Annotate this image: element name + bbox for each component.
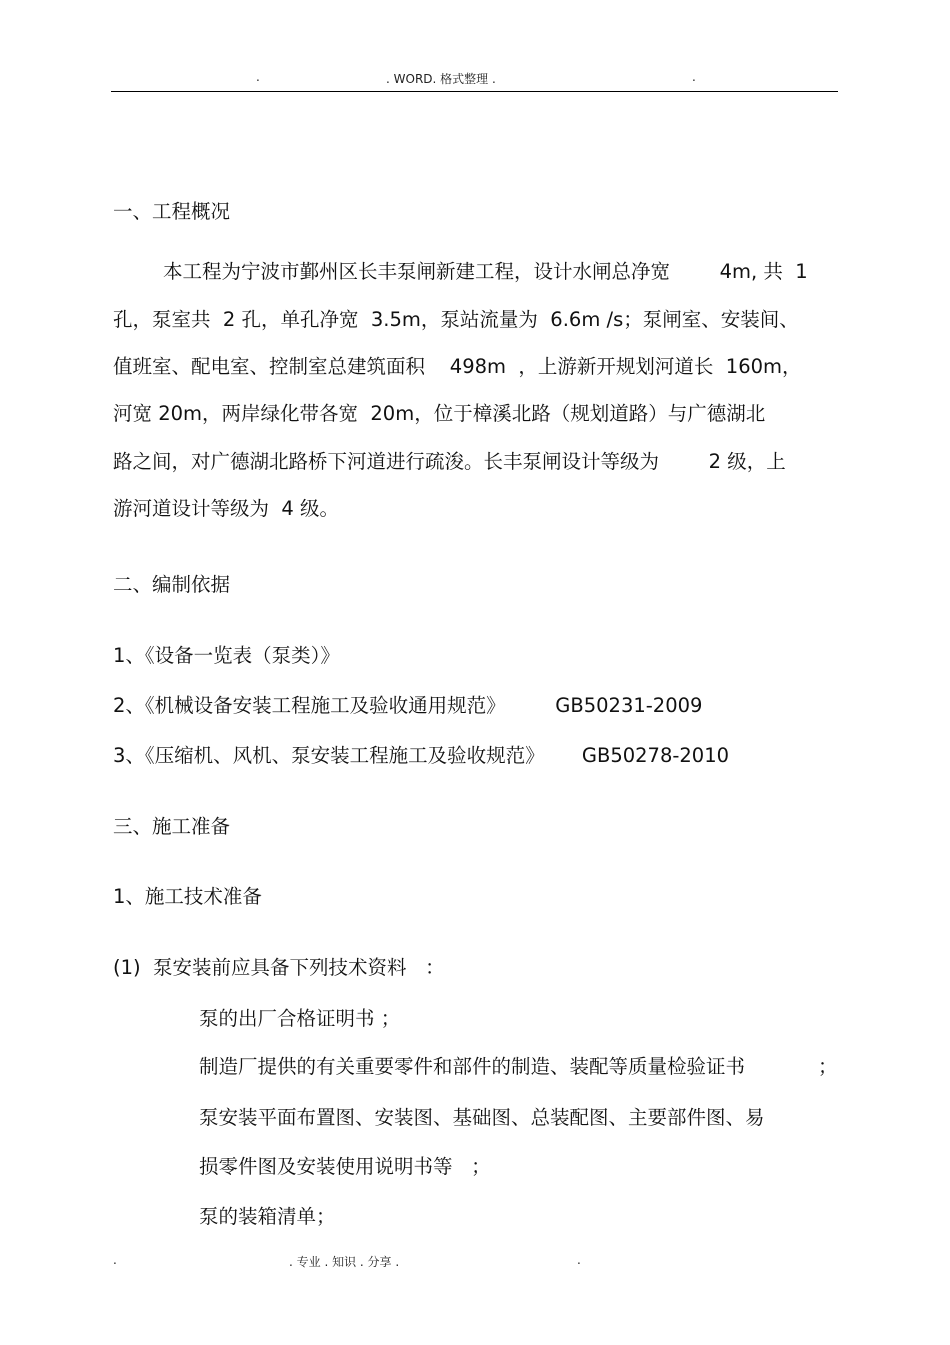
section2-heading: 二、编制依据 xyxy=(113,573,231,596)
footer-left-dot: . xyxy=(113,1253,117,1267)
reference-item: 3、《压缩机、风机、泵安装工程施工及验收规范》 GB50278-2010 xyxy=(113,744,730,767)
footer-text: . 专业 . 知识 . 分享 . xyxy=(289,1255,400,1269)
reference-item: 1、《设备一览表（泵类）》 xyxy=(113,644,340,667)
header-right-dot: . xyxy=(692,70,696,84)
header-rule xyxy=(111,91,838,92)
tech-doc-line: 制造厂提供的有关重要零件和部件的制造、装配等质量检验证书 xyxy=(199,1055,746,1078)
tech-doc-line: 泵的出厂合格证明书 ； xyxy=(199,1007,401,1030)
tech-doc-line-semicolon: ； xyxy=(818,1055,838,1078)
section3-item-intro: (1) 泵安装前应具备下列技术资料 ： xyxy=(113,956,445,979)
tech-doc-line: 损零件图及安装使用说明书等 ； xyxy=(199,1155,491,1178)
section1-line: 值班室、配电室、控制室总建筑面积 498m ，上游新开规划河道长 160m， xyxy=(113,355,802,378)
section1-line: 本工程为宁波市鄞州区长丰泵闸新建工程，设计水闸总净宽 4m, 共 1 xyxy=(163,260,808,283)
header-title: . WORD. 格式整理 . xyxy=(386,72,496,86)
section1-line: 河宽 20m，两岸绿化带各宽 20m，位于樟溪北路（规划道路）与广德湖北 xyxy=(113,402,766,425)
section1-line: 孔，泵室共 2 孔，单孔净宽 3.5m，泵站流量为 6.6m /s；泵闸室、安装间、 xyxy=(113,308,799,331)
section3-heading: 三、施工准备 xyxy=(113,815,231,838)
section1-line: 路之间，对广德湖北路桥下河道进行疏浚。长丰泵闸设计等级为 2 级，上 xyxy=(113,450,786,473)
footer-right-dot: . xyxy=(577,1253,581,1267)
section1-heading: 一、工程概况 xyxy=(113,200,231,223)
section1-line: 游河道设计等级为 4 级。 xyxy=(113,497,340,520)
reference-item: 2、《机械设备安装工程施工及验收通用规范》 GB50231-2009 xyxy=(113,694,703,717)
tech-doc-line: 泵安装平面布置图、安装图、基础图、总装配图、主要部件图、易 xyxy=(199,1106,765,1129)
tech-doc-line: 泵的装箱清单； xyxy=(199,1205,336,1228)
section3-subheading: 1、施工技术准备 xyxy=(113,885,262,908)
header-left-dot: . xyxy=(256,70,260,84)
